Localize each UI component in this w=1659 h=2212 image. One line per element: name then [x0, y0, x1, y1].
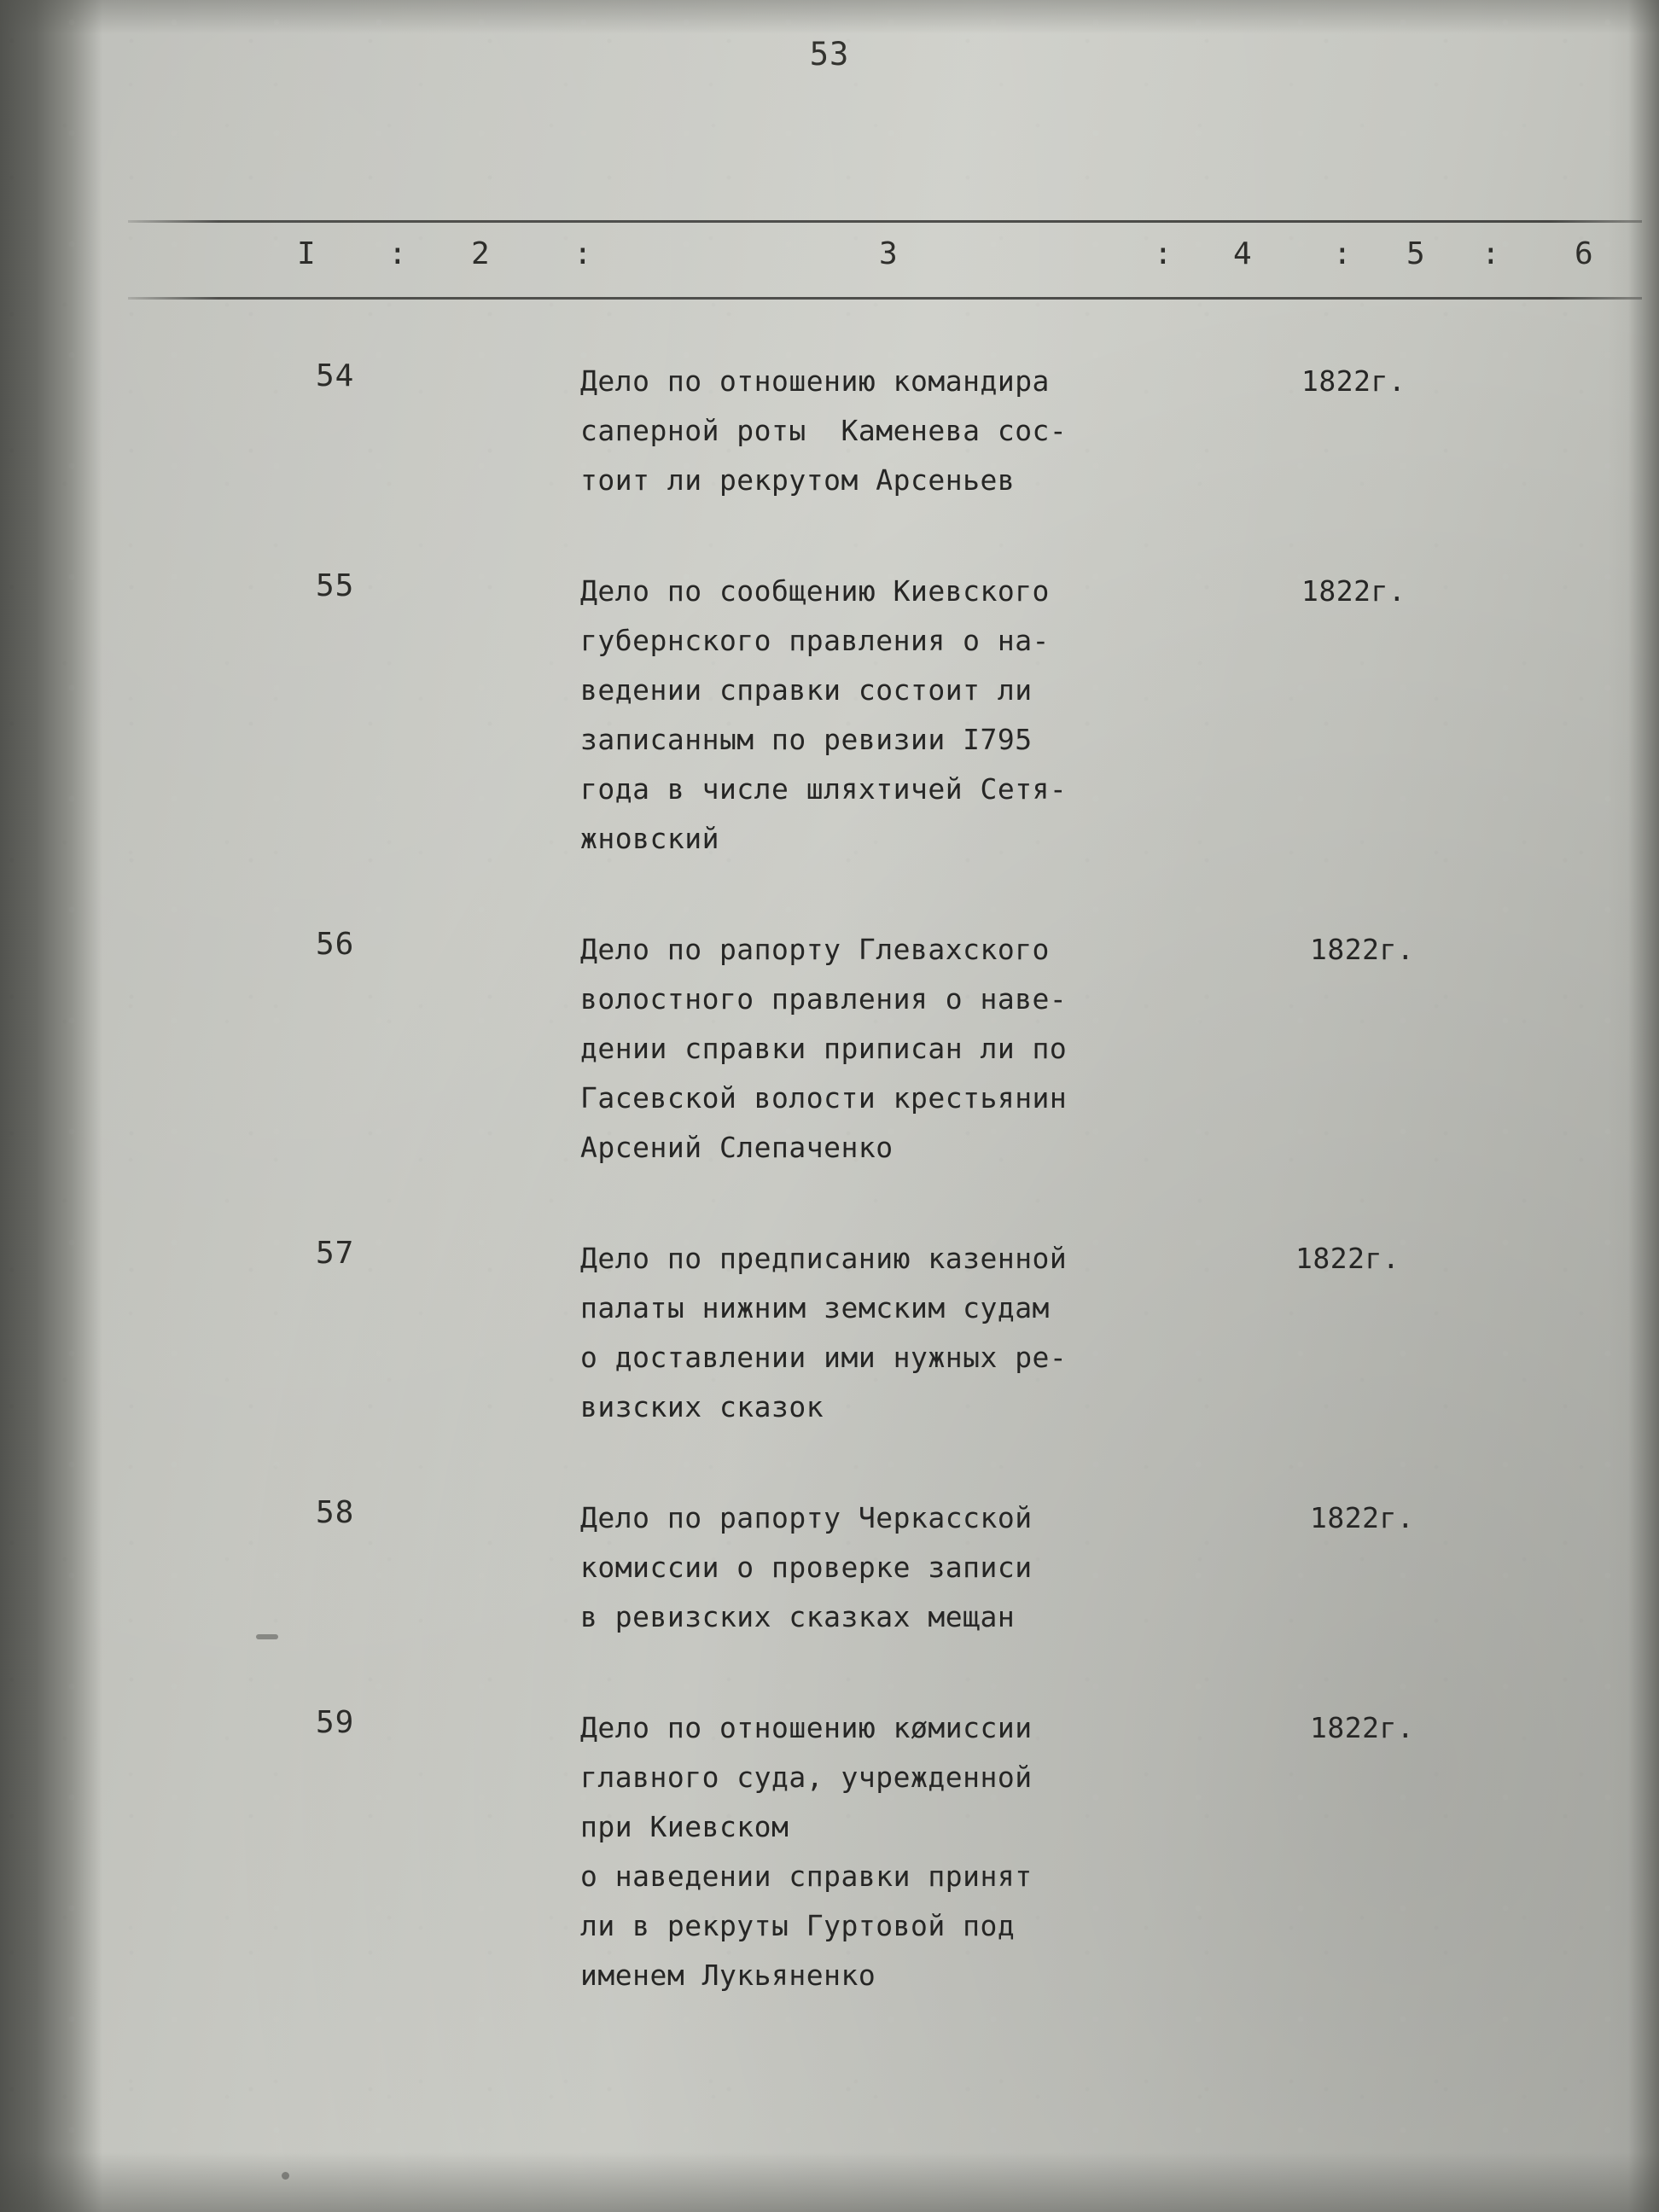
- table-row: [0, 925, 1659, 1181]
- row-description-line: главного суда, учрежденной: [580, 1761, 1033, 1794]
- row-description-line: Дело по рапорту Глевахского: [580, 933, 1050, 966]
- paper-speck: [282, 2172, 289, 2180]
- row-description-line: губернского правления о на-: [580, 624, 1050, 657]
- column-separator-1: :: [388, 236, 409, 271]
- row-number: 55: [316, 568, 355, 603]
- row-description: [580, 1234, 1229, 1432]
- column-separator-4: :: [1333, 236, 1353, 271]
- row-description-line: записанным по ревизии I795: [580, 723, 1033, 756]
- column-header-6: 6: [1575, 236, 1595, 271]
- column-header-3: 3: [879, 236, 899, 271]
- table-row: [0, 1493, 1659, 1650]
- page-edge-shadow-top: [0, 0, 1659, 34]
- row-description-line: палаты нижним земским судам: [580, 1291, 1050, 1324]
- table-header-rule-top: [128, 220, 1642, 223]
- row-number: 59: [316, 1705, 355, 1740]
- row-description-line: при Киевском: [580, 1810, 789, 1843]
- table-header-rule-bottom: [128, 297, 1642, 300]
- row-description-line: комиссии о проверке записи: [580, 1551, 1033, 1584]
- row-description-line: визских сказок: [580, 1390, 824, 1423]
- row-description-line: волостного правления о наве-: [580, 982, 1068, 1016]
- row-description-line: Дело по сообщению Киевского: [580, 574, 1050, 608]
- row-description-line: Дело по рапорту Черкасской: [580, 1501, 1033, 1534]
- row-number: 54: [316, 358, 355, 393]
- row-description-line: Дело по предписанию казенной: [580, 1242, 1068, 1275]
- row-year: 1822г.: [1310, 933, 1415, 966]
- row-description: [580, 567, 1229, 864]
- row-description-line: именем Лукьяненко: [580, 1959, 876, 1992]
- row-year: 1822г.: [1301, 364, 1406, 398]
- row-description: [580, 357, 1229, 505]
- column-header-1: I: [297, 236, 317, 271]
- row-year: 1822г.: [1310, 1501, 1415, 1534]
- column-separator-3: :: [1154, 236, 1174, 271]
- column-separator-2: :: [573, 236, 594, 271]
- table-row: [0, 357, 1659, 514]
- row-description-line: ведении справки состоит ли: [580, 673, 1033, 707]
- column-header-5: 5: [1406, 236, 1427, 271]
- row-number: 56: [316, 927, 355, 962]
- row-year: 1822г.: [1301, 574, 1406, 608]
- column-separator-5: :: [1481, 236, 1502, 271]
- row-description-line: ли в рекруты Гуртовой под: [580, 1909, 1016, 1942]
- row-number: 57: [316, 1236, 355, 1271]
- row-year: 1822г.: [1310, 1711, 1415, 1744]
- table-row: [0, 1703, 1659, 2009]
- row-description-line: о наведении справки принят: [580, 1860, 1033, 1893]
- row-description-line: Арсений Слепаченко: [580, 1131, 894, 1164]
- table-row: [0, 567, 1659, 872]
- page-number: 53: [809, 36, 850, 73]
- row-description-line: саперной роты Каменева сос-: [580, 414, 1068, 447]
- row-description-line: Дело по отношению командира: [580, 364, 1050, 398]
- row-description-line: Дело по отношению кøмиссии: [580, 1711, 1033, 1744]
- row-year: 1822г.: [1295, 1242, 1400, 1275]
- table-body: [0, 357, 1659, 2062]
- column-header-4: 4: [1233, 236, 1254, 271]
- row-description-line: дении справки приписан ли по: [580, 1032, 1068, 1065]
- row-description: [580, 1703, 1229, 2000]
- table-row: [0, 1234, 1659, 1441]
- row-description-line: в ревизских сказках мещан: [580, 1600, 1016, 1633]
- row-description-line: тоит ли рекрутом Арсеньев: [580, 463, 1016, 497]
- row-description-line: о доставлении ими нужных ре-: [580, 1341, 1068, 1374]
- row-description: [580, 925, 1229, 1173]
- row-description-line: года в числе шляхтичей Сетя-: [580, 772, 1068, 806]
- row-number: 58: [316, 1495, 355, 1530]
- page-edge-shadow-bottom: [0, 2152, 1659, 2212]
- row-description-line: Гасевской волости крестьянин: [580, 1081, 1068, 1115]
- row-description: [580, 1493, 1229, 1642]
- row-description-line: жновский: [580, 822, 719, 855]
- column-header-2: 2: [471, 236, 492, 271]
